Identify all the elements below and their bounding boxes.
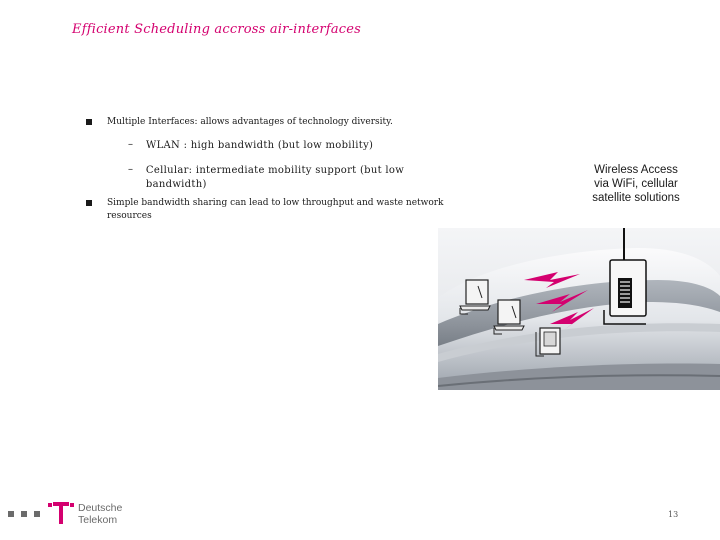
- sub-bullet-item: [128, 164, 466, 192]
- bullet-list: [86, 116, 466, 223]
- logo-line1: Deutsche: [78, 502, 123, 514]
- logo-wordmark: [78, 502, 122, 526]
- logo-dots: [8, 511, 40, 517]
- sub-bullet-text: Cellular: intermediate mobility support (but low bandwidth): [145, 165, 405, 190]
- bullet-item: [86, 197, 466, 223]
- callout-line: Wireless Access: [594, 164, 678, 176]
- deutsche-telekom-logo: [8, 500, 148, 528]
- bullet-square-icon: [86, 119, 92, 125]
- wireless-access-callout: [580, 163, 692, 205]
- bullet-item: [86, 116, 466, 129]
- train-illustration: [438, 228, 720, 390]
- callout-line: satellite solutions: [592, 192, 680, 204]
- telekom-t-icon: [48, 500, 74, 526]
- sub-bullet-text: WLAN : high bandwidth (but low mobility): [146, 140, 374, 151]
- logo-dot: [34, 511, 40, 517]
- logo-dot: [21, 511, 27, 517]
- page-number: 13: [668, 510, 679, 519]
- pda-icon: [536, 328, 560, 356]
- laptop-icon: [494, 300, 524, 334]
- logo-dot: [8, 511, 14, 517]
- bullet-text: Simple bandwidth sharing can lead to low throughput and waste network resources: [107, 198, 444, 221]
- sub-bullet-dash: –: [128, 164, 133, 175]
- slide-title: Efficient Scheduling accross air-interfaces: [72, 22, 362, 37]
- callout-line: via WiFi, cellular: [594, 178, 678, 190]
- sub-bullet-item: [128, 139, 466, 153]
- sub-bullet-dash: –: [128, 139, 133, 150]
- bullet-square-icon: [86, 200, 92, 206]
- logo-line2: Telekom: [78, 514, 118, 526]
- bullet-text: Multiple Interfaces: allows advantages of technology diversity.: [107, 117, 393, 127]
